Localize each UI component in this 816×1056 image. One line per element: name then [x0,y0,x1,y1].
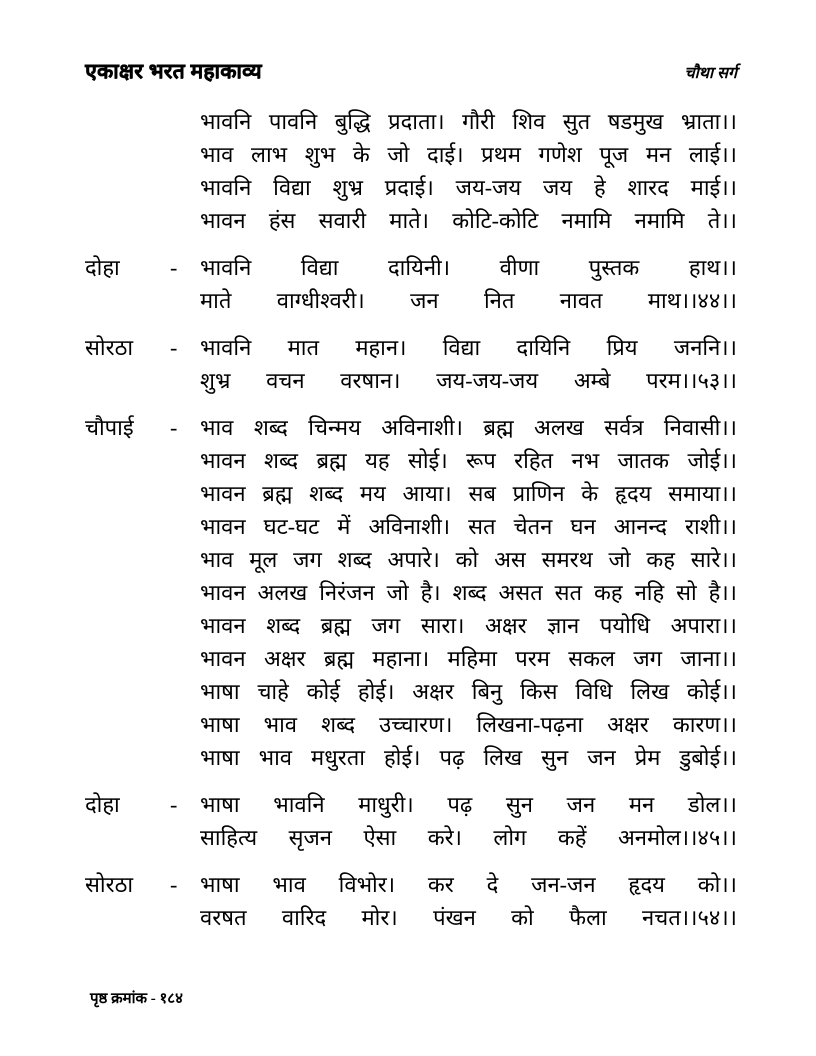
verse-section-opening [85,105,737,237]
verse-line: भाव शब्द चिन्मय अविनाशी। ब्रह्म अलख सर्वत्र निवासी।। [200,415,737,440]
verse-line: भावन ब्रह्म शब्द मय आया। सब प्राणिन के हृदय समाया।। [200,481,737,506]
verse-line: भाषा भाव विभोर। कर दे जन-जन हृदय को।। [200,872,737,897]
verse-line: भावन शब्द ब्रह्म जग सारा। अक्षर ज्ञान पयोधि अपारा।। [200,613,737,638]
verse-lines [200,411,737,774]
label-dash [170,105,200,237]
verse-lines [200,868,737,934]
page-number: पृष्ठ क्रमांक - १८४ [90,991,183,1007]
label-dash: - [170,415,178,440]
verse-line: साहित्य सृजन ऐसा करे। लोग कहें अनमोल।।४५।। [200,825,737,850]
verse-line: भाषा भावनि माधुरी। पढ़ सुन जन मन डोल।। [200,792,737,817]
label-dash: - [170,792,178,817]
verse-line: माते वाग्धीश्वरी। जन नित नावत माथ।।४४।। [200,288,737,313]
label-dash: - [170,255,178,280]
verse-line: भावनि विद्या शुभ्र प्रदाई। जय-जय जय हे शारद माई।। [200,175,737,200]
verse-section-doha-44 [85,251,737,317]
verse-line: भावन हंस सवारी माते। कोटि-कोटि नमामि नमामि ते।। [200,208,737,233]
section-label: दोहा [85,255,120,280]
verse-line: भाषा चाहे कोई होई। अक्षर बिनु किस विधि लिख कोई।। [200,679,737,704]
label-dash: - [170,872,178,897]
label-dash: - [170,335,178,360]
verse-line: भावन घट-घट में अविनाशी। सत चेतन घन आनन्द राशी।। [200,514,737,539]
verse-line: शुभ्र वचन वरषान। जय-जय-जय अम्बे परम।।५३।। [200,368,737,393]
section-label: सोरठा [85,335,134,360]
verse-lines [200,105,737,237]
section-label: सोरठा [85,872,134,897]
verse-section-sortha-53 [85,331,737,397]
section-label [85,105,170,237]
verse-line: भावनि विद्या दायिनी। वीणा पुस्तक हाथ।। [200,255,737,280]
verse-line: भाषा भाव मधुरता होई। पढ़ लिख सुन जन प्रेम डुबोई।। [200,745,737,770]
verse-line: भावन अलख निरंजन जो है। शब्द असत सत कह नहि सो है।। [200,580,737,605]
verse-lines [200,331,737,397]
verse-line: भावनि पावनि बुद्धि प्रदाता। गौरी शिव सुत षडमुख भ्राता।। [200,109,737,134]
verse-line: भावनि मात महान। विद्या दायिनि प्रिय जननि।। [200,335,737,360]
verse-line: भाव मूल जग शब्द अपारे। को अस समरथ जो कह सारे।। [200,547,737,572]
page-header [85,56,737,89]
verse-line: भाषा भाव शब्द उच्चारण। लिखना-पढ़ना अक्षर कारण।। [200,712,737,737]
verse-lines [200,251,737,317]
verse-line: भाव लाभ शुभ के जो दाई। प्रथम गणेश पूज मन लाई।। [200,142,737,167]
verse-section-chaupai [85,411,737,774]
verse-lines [200,788,737,854]
verse-line: वरषत वारिद मोर। पंखन को फैला नचत।।५४।। [200,905,737,930]
chapter-heading: चौथा सर्ग [684,65,737,82]
section-label: चौपाई [85,415,134,440]
verse-line: भावन अक्षर ब्रह्म महाना। महिमा परम सकल जग जाना।। [200,646,737,671]
verse-section-sortha-54 [85,868,737,934]
book-title: एकाक्षर भरत महाकाव्य [85,59,262,83]
verse-line: भावन शब्द ब्रह्म यह सोई। रूप रहित नभ जातक जोई।। [200,448,737,473]
section-label: दोहा [85,792,120,817]
verse-section-doha-45 [85,788,737,854]
